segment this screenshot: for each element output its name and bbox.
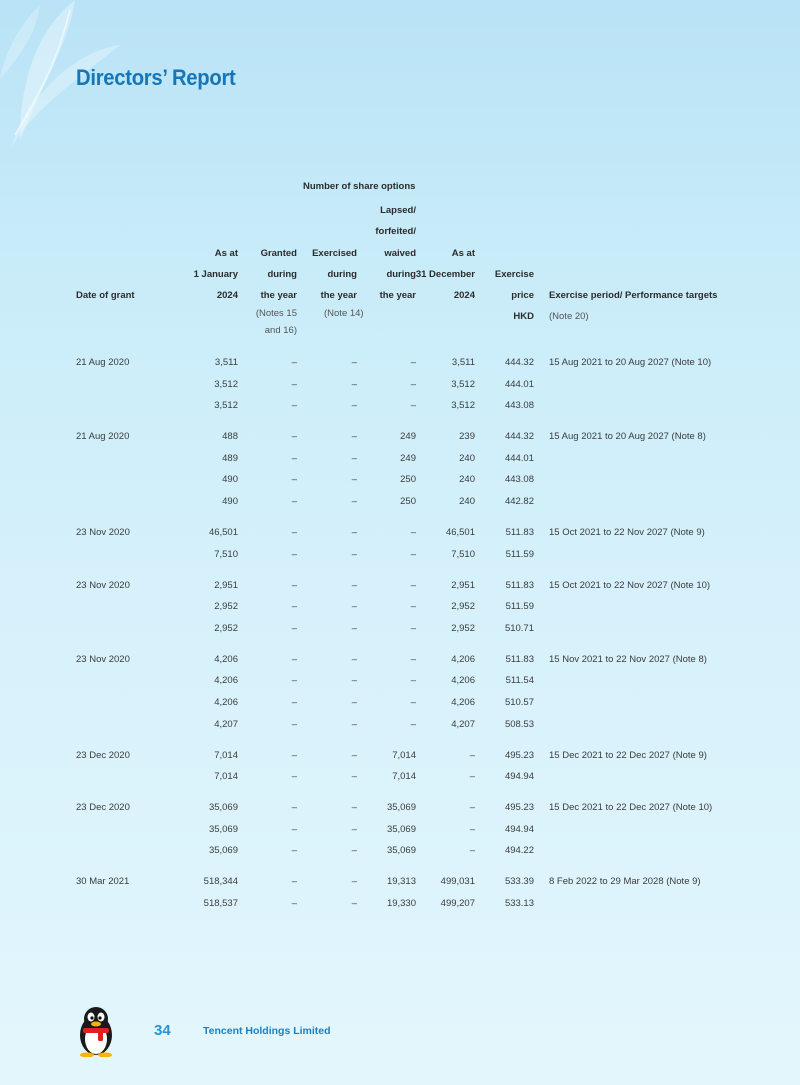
cell-as-at-31-dec: 3,511 bbox=[451, 357, 475, 368]
cell-granted: – bbox=[291, 378, 297, 390]
cell-exercised: – bbox=[351, 653, 357, 665]
cell-exercise-price: 495.23 bbox=[504, 802, 534, 814]
cell-lapsed: 7,014 bbox=[392, 771, 416, 783]
cell-exercise-price: 495.23 bbox=[504, 749, 534, 761]
page-number: 34 bbox=[154, 1022, 171, 1039]
cell-lapsed: – bbox=[410, 718, 416, 730]
row-exercise-period: 15 Dec 2021 to 22 Dec 2027 (Note 9) bbox=[549, 749, 707, 761]
cell-granted: – bbox=[291, 898, 297, 909]
column-header-lapsed: the year bbox=[379, 290, 416, 301]
cell-lapsed: – bbox=[410, 653, 416, 665]
cell-granted: – bbox=[291, 697, 297, 708]
cell-exercise-price: 511.83 bbox=[505, 579, 534, 591]
cell-exercised: – bbox=[351, 601, 357, 613]
column-header-as-at-31-dec: As at bbox=[451, 247, 475, 259]
cell-exercised: – bbox=[351, 452, 357, 464]
column-header-exercised: during bbox=[327, 268, 357, 280]
cell-as-at-31-dec: 240 bbox=[459, 452, 475, 464]
column-note-exercised: (Note 14) bbox=[324, 308, 364, 319]
column-header-exercise-price: Exercise bbox=[494, 268, 534, 280]
column-header-as-at-1-jan: 1 January bbox=[193, 268, 238, 280]
cell-exercise-price: 443.08 bbox=[504, 474, 534, 486]
cell-as-at-1-jan: 35,069 bbox=[208, 802, 238, 814]
cell-lapsed: 249 bbox=[400, 452, 416, 464]
column-header-exercised: Exercised bbox=[312, 247, 357, 259]
cell-exercised: – bbox=[351, 876, 357, 888]
cell-exercise-price: 494.94 bbox=[504, 823, 534, 835]
row-exercise-period: 15 Aug 2021 to 20 Aug 2027 (Note 10) bbox=[549, 357, 712, 368]
cell-lapsed: – bbox=[410, 357, 416, 368]
cell-as-at-31-dec: 240 bbox=[459, 474, 475, 486]
cell-granted: – bbox=[291, 400, 297, 412]
cell-exercise-price: 511.59 bbox=[505, 601, 534, 613]
cell-as-at-31-dec: 499,207 bbox=[440, 898, 475, 909]
cell-as-at-1-jan: 7,014 bbox=[214, 771, 238, 783]
cell-as-at-1-jan: 7,510 bbox=[214, 548, 238, 560]
cell-granted: – bbox=[291, 601, 297, 613]
cell-granted: – bbox=[291, 452, 297, 464]
cell-as-at-1-jan: 4,206 bbox=[214, 697, 238, 708]
row-date-of-grant: 21 Aug 2020 bbox=[76, 431, 130, 443]
cell-as-at-31-dec: 46,501 bbox=[445, 527, 475, 538]
cell-exercise-price: 444.01 bbox=[504, 452, 534, 464]
cell-granted: – bbox=[291, 431, 297, 443]
cell-as-at-31-dec: 4,206 bbox=[451, 675, 475, 687]
cell-exercise-price: 508.53 bbox=[504, 718, 534, 730]
cell-exercised: – bbox=[351, 802, 357, 814]
cell-granted: – bbox=[291, 548, 297, 560]
cell-lapsed: 19,313 bbox=[386, 876, 416, 888]
row-exercise-period: 15 Aug 2021 to 20 Aug 2027 (Note 8) bbox=[549, 431, 706, 443]
cell-lapsed: 35,069 bbox=[386, 845, 416, 857]
cell-as-at-31-dec: 2,951 bbox=[451, 579, 475, 591]
cell-lapsed: – bbox=[410, 675, 416, 687]
column-header-lapsed: Lapsed/ bbox=[380, 205, 416, 217]
cell-exercised: – bbox=[351, 357, 357, 368]
cell-as-at-1-jan: 35,069 bbox=[208, 823, 238, 835]
row-date-of-grant: 30 Mar 2021 bbox=[76, 876, 130, 888]
cell-granted: – bbox=[291, 718, 297, 730]
cell-exercised: – bbox=[351, 845, 357, 857]
cell-as-at-1-jan: 3,512 bbox=[214, 378, 238, 390]
column-header-lapsed: during bbox=[386, 268, 416, 280]
cell-granted: – bbox=[291, 675, 297, 687]
cell-as-at-1-jan: 4,206 bbox=[214, 653, 238, 665]
column-header-lapsed: waived bbox=[384, 247, 416, 259]
cell-as-at-31-dec: 7,510 bbox=[451, 548, 475, 560]
cell-exercised: – bbox=[351, 579, 357, 591]
cell-exercise-price: 510.71 bbox=[504, 622, 534, 634]
cell-as-at-1-jan: 490 bbox=[222, 474, 238, 486]
row-exercise-period: 15 Oct 2021 to 22 Nov 2027 (Note 10) bbox=[549, 579, 711, 591]
cell-lapsed: 250 bbox=[400, 474, 416, 486]
column-header-granted: Granted bbox=[260, 247, 297, 259]
cell-lapsed: – bbox=[410, 400, 416, 412]
cell-exercised: – bbox=[351, 474, 357, 486]
cell-exercise-price: 533.39 bbox=[504, 876, 534, 888]
cell-as-at-31-dec: 499,031 bbox=[440, 876, 475, 888]
cell-as-at-1-jan: 2,952 bbox=[214, 601, 238, 613]
column-header-exercise-period: Exercise period/ Performance targets bbox=[549, 290, 718, 301]
row-date-of-grant: 21 Aug 2020 bbox=[76, 357, 130, 368]
cell-exercise-price: 511.54 bbox=[505, 675, 534, 687]
cell-as-at-1-jan: 2,952 bbox=[214, 622, 238, 634]
cell-as-at-1-jan: 490 bbox=[222, 496, 238, 507]
cell-exercise-price: 442.82 bbox=[504, 496, 534, 507]
cell-exercised: – bbox=[351, 718, 357, 730]
cell-granted: – bbox=[291, 527, 297, 538]
column-header-exercise-price: price bbox=[511, 290, 534, 301]
cell-as-at-31-dec: 240 bbox=[459, 496, 475, 507]
cell-exercised: – bbox=[351, 527, 357, 538]
cell-lapsed: 249 bbox=[400, 431, 416, 443]
cell-exercised: – bbox=[351, 823, 357, 835]
cell-as-at-31-dec: 3,512 bbox=[451, 378, 475, 390]
column-header-as-at-1-jan: As at bbox=[214, 247, 238, 259]
cell-as-at-31-dec: 2,952 bbox=[451, 622, 475, 634]
column-header-exercised: the year bbox=[320, 290, 357, 301]
cell-as-at-31-dec: 2,952 bbox=[451, 601, 475, 613]
cell-exercised: – bbox=[351, 749, 357, 761]
cell-granted: – bbox=[291, 496, 297, 507]
cell-exercise-price: 444.32 bbox=[504, 357, 534, 368]
cell-exercise-price: 443.08 bbox=[504, 400, 534, 412]
cell-as-at-1-jan: 488 bbox=[222, 431, 238, 443]
cell-as-at-1-jan: 7,014 bbox=[214, 749, 238, 761]
cell-granted: – bbox=[291, 802, 297, 814]
cell-lapsed: 250 bbox=[400, 496, 416, 507]
cell-granted: – bbox=[291, 749, 297, 761]
cell-as-at-1-jan: 46,501 bbox=[208, 527, 238, 538]
row-date-of-grant: 23 Nov 2020 bbox=[76, 527, 130, 538]
cell-as-at-1-jan: 2,951 bbox=[214, 579, 238, 591]
row-date-of-grant: 23 Dec 2020 bbox=[76, 802, 130, 814]
column-header-granted: during bbox=[267, 268, 297, 280]
cell-exercised: – bbox=[351, 898, 357, 909]
cell-lapsed: 35,069 bbox=[386, 823, 416, 835]
cell-as-at-1-jan: 4,206 bbox=[214, 675, 238, 687]
column-header-date: Date of grant bbox=[76, 290, 135, 301]
row-date-of-grant: 23 Nov 2020 bbox=[76, 653, 130, 665]
cell-as-at-31-dec: – bbox=[469, 749, 475, 761]
cell-exercised: – bbox=[351, 378, 357, 390]
qq-penguin-logo-icon bbox=[74, 1005, 118, 1057]
cell-exercise-price: 511.83 bbox=[505, 653, 534, 665]
row-exercise-period: 15 Dec 2021 to 22 Dec 2027 (Note 10) bbox=[549, 802, 713, 814]
cell-exercise-price: 444.32 bbox=[504, 431, 534, 443]
cell-exercised: – bbox=[351, 496, 357, 507]
cell-as-at-31-dec: – bbox=[469, 845, 475, 857]
footer-company-name: Tencent Holdings Limited bbox=[203, 1025, 331, 1037]
column-header-exercise-price: HKD bbox=[513, 311, 534, 323]
group-header: Number of share options bbox=[303, 181, 416, 192]
cell-exercised: – bbox=[351, 622, 357, 634]
cell-granted: – bbox=[291, 579, 297, 591]
cell-lapsed: – bbox=[410, 697, 416, 708]
cell-lapsed: 35,069 bbox=[386, 802, 416, 814]
cell-as-at-1-jan: 518,344 bbox=[203, 876, 238, 888]
cell-granted: – bbox=[291, 357, 297, 368]
cell-exercise-price: 511.59 bbox=[505, 548, 534, 560]
column-header-as-at-31-dec: 31 December bbox=[415, 268, 475, 280]
cell-exercise-price: 494.94 bbox=[504, 771, 534, 783]
row-exercise-period: 8 Feb 2022 to 29 Mar 2028 (Note 9) bbox=[549, 876, 701, 888]
cell-as-at-31-dec: 4,207 bbox=[451, 718, 475, 730]
cell-lapsed: 19,330 bbox=[386, 898, 416, 909]
cell-lapsed: – bbox=[410, 601, 416, 613]
row-exercise-period: 15 Oct 2021 to 22 Nov 2027 (Note 9) bbox=[549, 527, 705, 538]
cell-exercised: – bbox=[351, 431, 357, 443]
page-title: Directors’ Report bbox=[76, 65, 236, 90]
cell-as-at-31-dec: 3,512 bbox=[451, 400, 475, 412]
cell-granted: – bbox=[291, 823, 297, 835]
column-note-period: (Note 20) bbox=[549, 311, 589, 322]
cell-as-at-1-jan: 4,207 bbox=[214, 718, 238, 730]
cell-exercise-price: 511.83 bbox=[505, 527, 534, 538]
cell-granted: – bbox=[291, 876, 297, 888]
cell-granted: – bbox=[291, 474, 297, 486]
row-date-of-grant: 23 Nov 2020 bbox=[76, 579, 130, 591]
cell-exercised: – bbox=[351, 548, 357, 560]
cell-granted: – bbox=[291, 653, 297, 665]
column-header-as-at-1-jan: 2024 bbox=[216, 290, 238, 301]
cell-granted: – bbox=[291, 622, 297, 634]
cell-exercised: – bbox=[351, 771, 357, 783]
cell-lapsed: – bbox=[410, 378, 416, 390]
cell-as-at-31-dec: 239 bbox=[459, 431, 475, 443]
cell-lapsed: – bbox=[410, 579, 416, 591]
cell-lapsed: 7,014 bbox=[392, 749, 416, 761]
cell-as-at-31-dec: 4,206 bbox=[451, 653, 475, 665]
column-header-as-at-31-dec: 2024 bbox=[453, 290, 475, 301]
cell-exercise-price: 494.22 bbox=[504, 845, 534, 857]
cell-as-at-31-dec: 4,206 bbox=[451, 697, 475, 708]
row-date-of-grant: 23 Dec 2020 bbox=[76, 749, 130, 761]
cell-lapsed: – bbox=[410, 548, 416, 560]
cell-exercised: – bbox=[351, 675, 357, 687]
column-note-granted: and 16) bbox=[264, 325, 297, 336]
column-header-granted: the year bbox=[260, 290, 297, 301]
cell-exercised: – bbox=[351, 400, 357, 412]
cell-as-at-1-jan: 489 bbox=[222, 452, 238, 464]
cell-exercise-price: 510.57 bbox=[504, 697, 534, 708]
cell-exercise-price: 533.13 bbox=[504, 898, 534, 909]
cell-as-at-31-dec: – bbox=[469, 823, 475, 835]
cell-as-at-31-dec: – bbox=[469, 771, 475, 783]
row-exercise-period: 15 Nov 2021 to 22 Nov 2027 (Note 8) bbox=[549, 653, 707, 665]
cell-lapsed: – bbox=[410, 622, 416, 634]
column-header-lapsed: forfeited/ bbox=[375, 226, 416, 238]
cell-as-at-31-dec: – bbox=[469, 802, 475, 814]
cell-as-at-1-jan: 3,511 bbox=[214, 357, 238, 368]
cell-lapsed: – bbox=[410, 527, 416, 538]
cell-granted: – bbox=[291, 845, 297, 857]
column-note-granted: (Notes 15 bbox=[255, 308, 297, 319]
cell-granted: – bbox=[291, 771, 297, 783]
cell-as-at-1-jan: 3,512 bbox=[214, 400, 238, 412]
cell-as-at-1-jan: 518,537 bbox=[203, 898, 238, 909]
cell-exercised: – bbox=[351, 697, 357, 708]
cell-exercise-price: 444.01 bbox=[504, 378, 534, 390]
cell-as-at-1-jan: 35,069 bbox=[208, 845, 238, 857]
